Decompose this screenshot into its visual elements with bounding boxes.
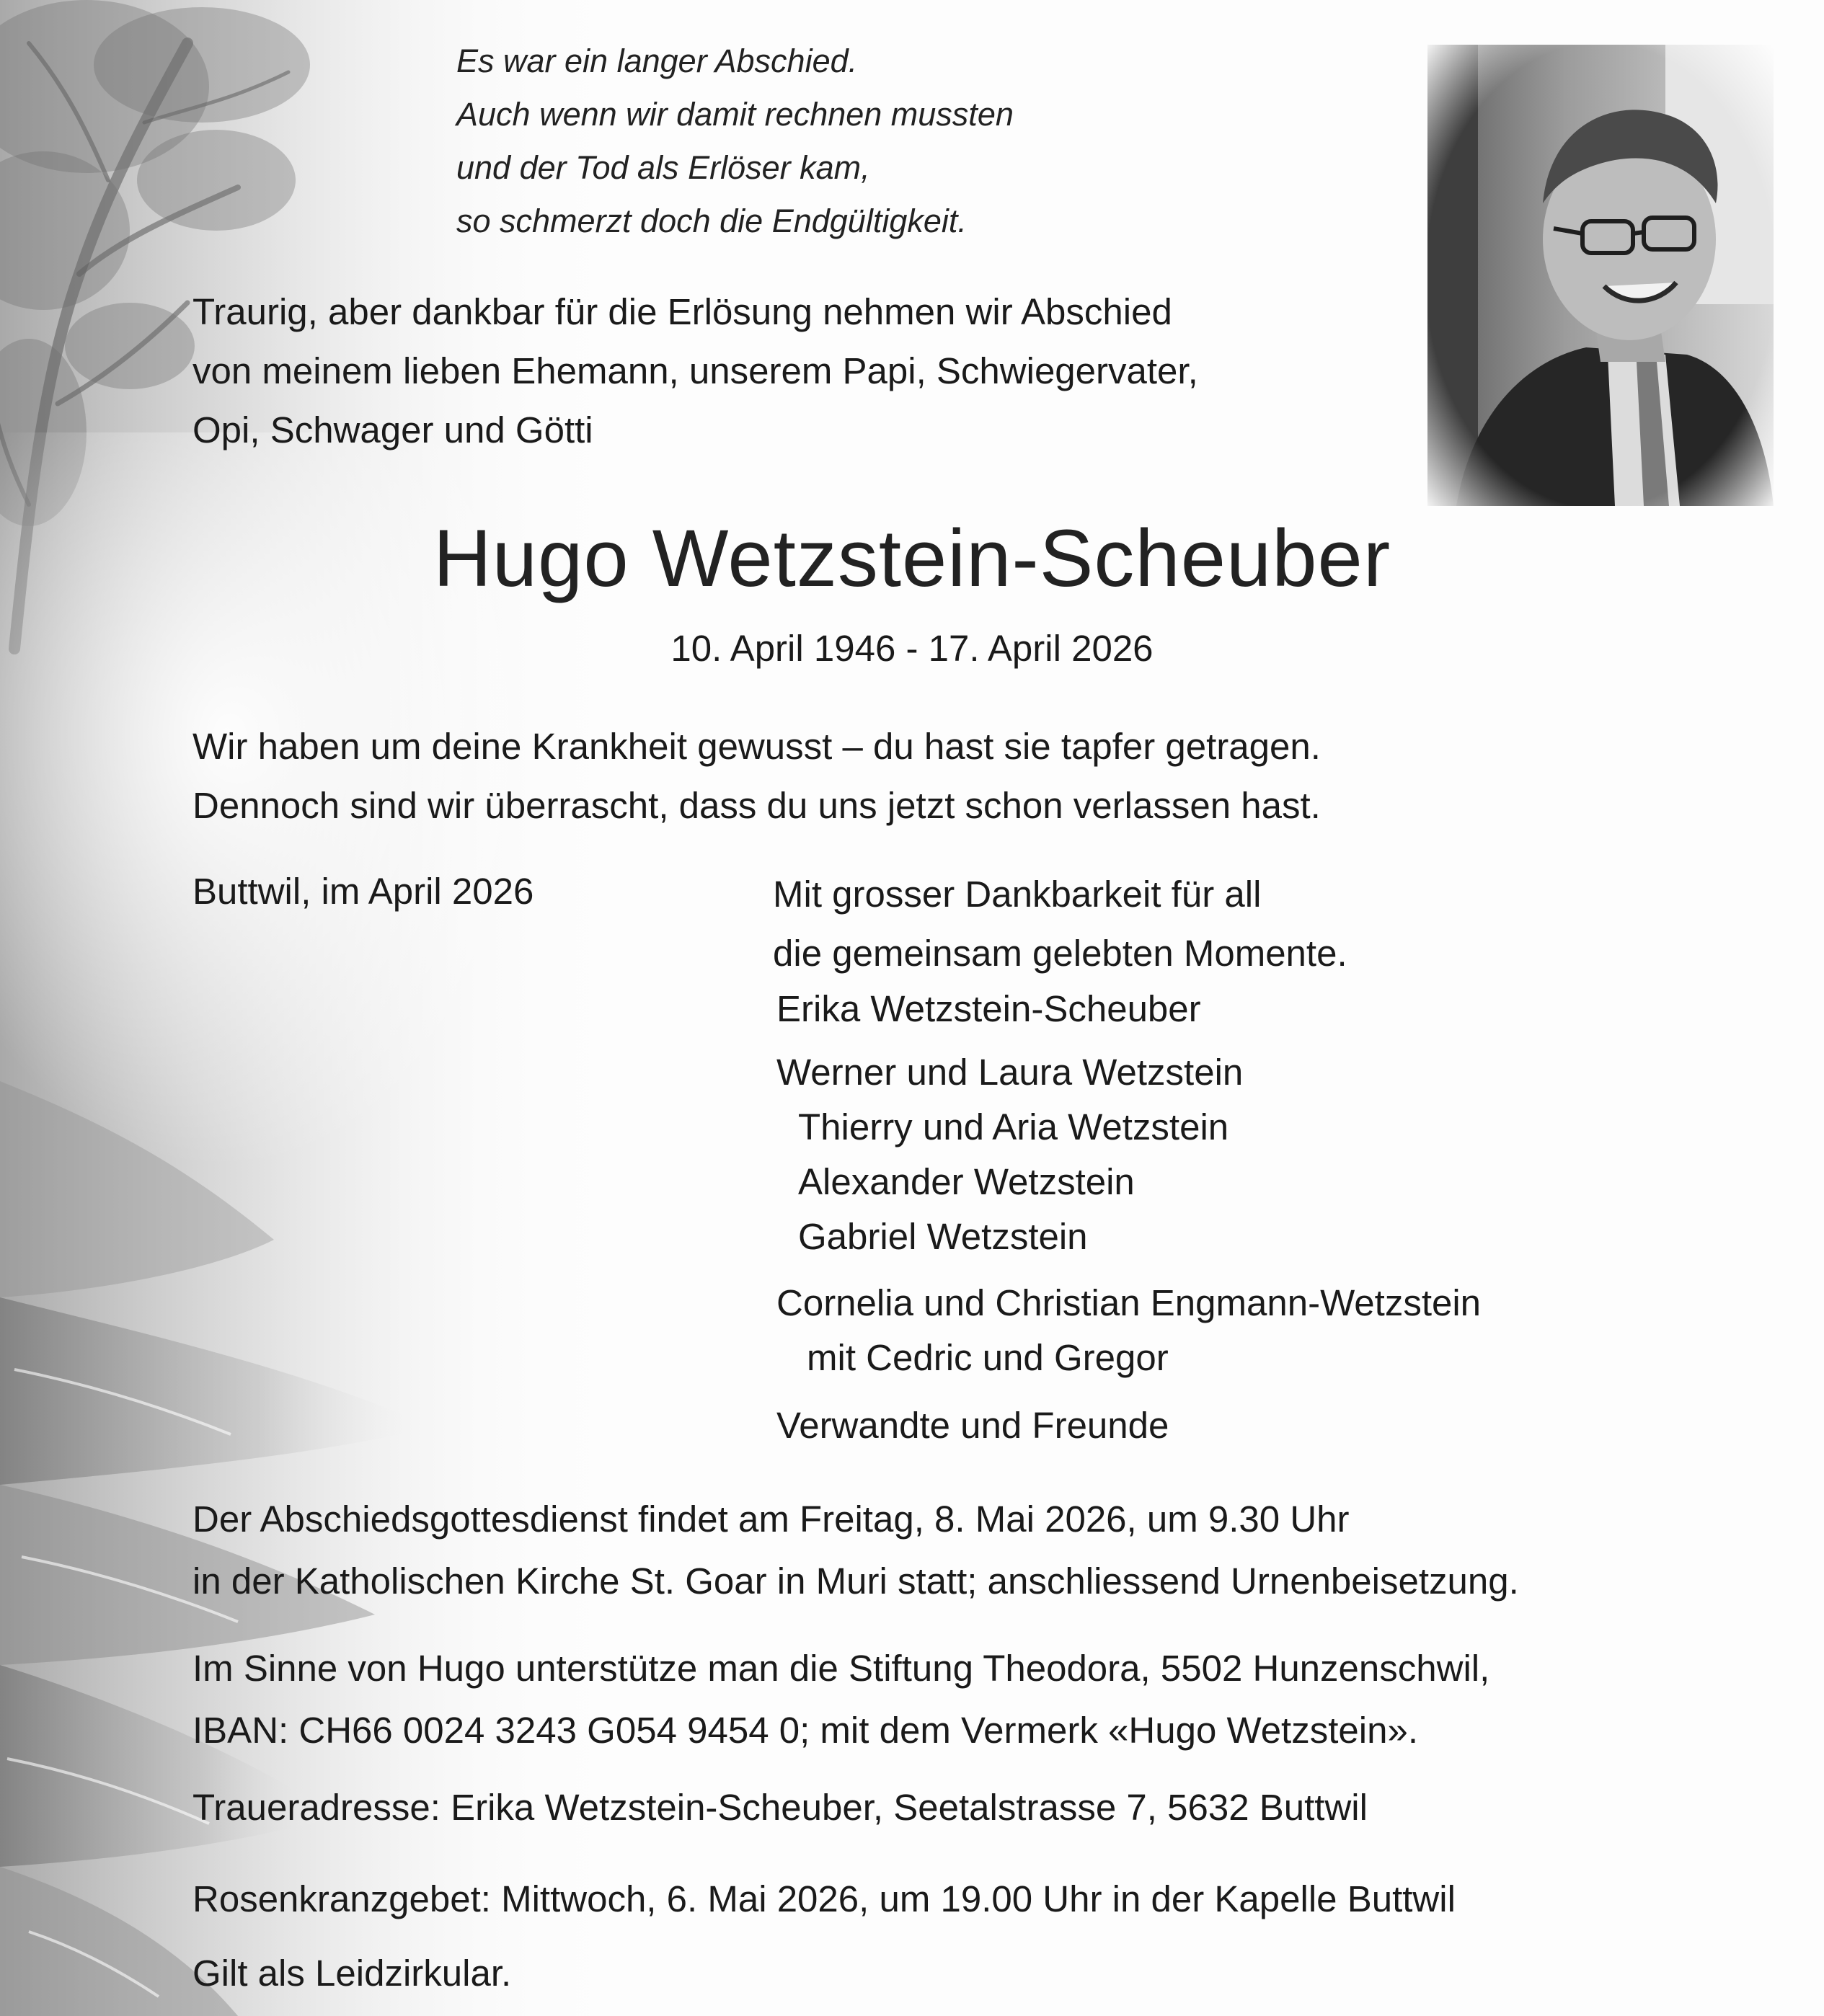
thanks-line: Mit grosser Dankbarkeit für all [773,874,1262,915]
service-info [192,1488,1519,1612]
place-date: Buttwil, im April 2026 [192,871,534,912]
mourner-name: Werner und Laura Wetzstein [776,1052,1244,1093]
verse-line: so schmerzt doch die Endgültigkeit. [456,203,967,239]
mourner-name: Gabriel Wetzstein [798,1216,1088,1257]
mourning-address: Traueradresse: Erika Wetzstein-Scheuber, Seetalstrasse 7, 5632 Buttwil [192,1787,1368,1828]
memorial-paragraph [192,717,1321,835]
verse-line: und der Tod als Erlöser kam, [456,149,870,186]
circular-note: Gilt als Leidzirkular. [192,1953,512,1994]
mourner-name: Verwandte und Freunde [776,1405,1169,1446]
service-line: Der Abschiedsgottesdienst findet am Freitag, 8. Mai 2026, um 9.30 Uhr [192,1498,1350,1540]
donation-info [192,1638,1489,1762]
thanks-line: die gemeinsam gelebten Momente. [773,933,1347,974]
mourner-name: Erika Wetzstein-Scheuber [776,988,1201,1029]
intro-paragraph [192,283,1198,460]
mourner-name: Alexander Wetzstein [798,1161,1135,1202]
deceased-name: Hugo Wetzstein-Scheuber [433,513,1391,603]
service-line: in der Katholischen Kirche St. Goar in Muri statt; anschliessend Urnenbeisetzung. [192,1560,1519,1602]
rosary-prayer-info: Rosenkranzgebet: Mittwoch, 6. Mai 2026, um 19.00 Uhr in der Kapelle Buttwil [192,1878,1456,1919]
life-dates: 10. April 1946 - 17. April 2026 [670,628,1154,669]
paragraph-line: Wir haben um deine Krankheit gewusst – du hast sie tapfer getragen. [192,726,1321,767]
mourner-name: Thierry und Aria Wetzstein [798,1106,1229,1147]
verse-line: Auch wenn wir damit rechnen mussten [456,96,1014,133]
paragraph-line: Dennoch sind wir überrascht, dass du uns jetzt schon verlassen hast. [192,785,1321,826]
verse-line: Es war ein langer Abschied. [456,43,858,79]
intro-line: Opi, Schwager und Götti [192,409,593,450]
donation-line: Im Sinne von Hugo unterstütze man die Stiftung Theodora, 5502 Hunzenschwil, [192,1648,1490,1689]
thanks-note [773,865,1347,983]
mourner-name: Cornelia und Christian Engmann-Wetzstein [776,1282,1482,1323]
opening-verse [456,35,1014,248]
portrait-photo [1427,45,1774,506]
mourner-name: mit Cedric und Gregor [807,1337,1169,1378]
intro-line: Traurig, aber dankbar für die Erlösung nehmen wir Abschied [192,291,1172,332]
intro-line: von meinem lieben Ehemann, unserem Papi, Schwiegervater, [192,350,1198,391]
donation-line: IBAN: CH66 0024 3243 G054 9454 0; mit dem Vermerk «Hugo Wetzstein». [192,1710,1418,1751]
